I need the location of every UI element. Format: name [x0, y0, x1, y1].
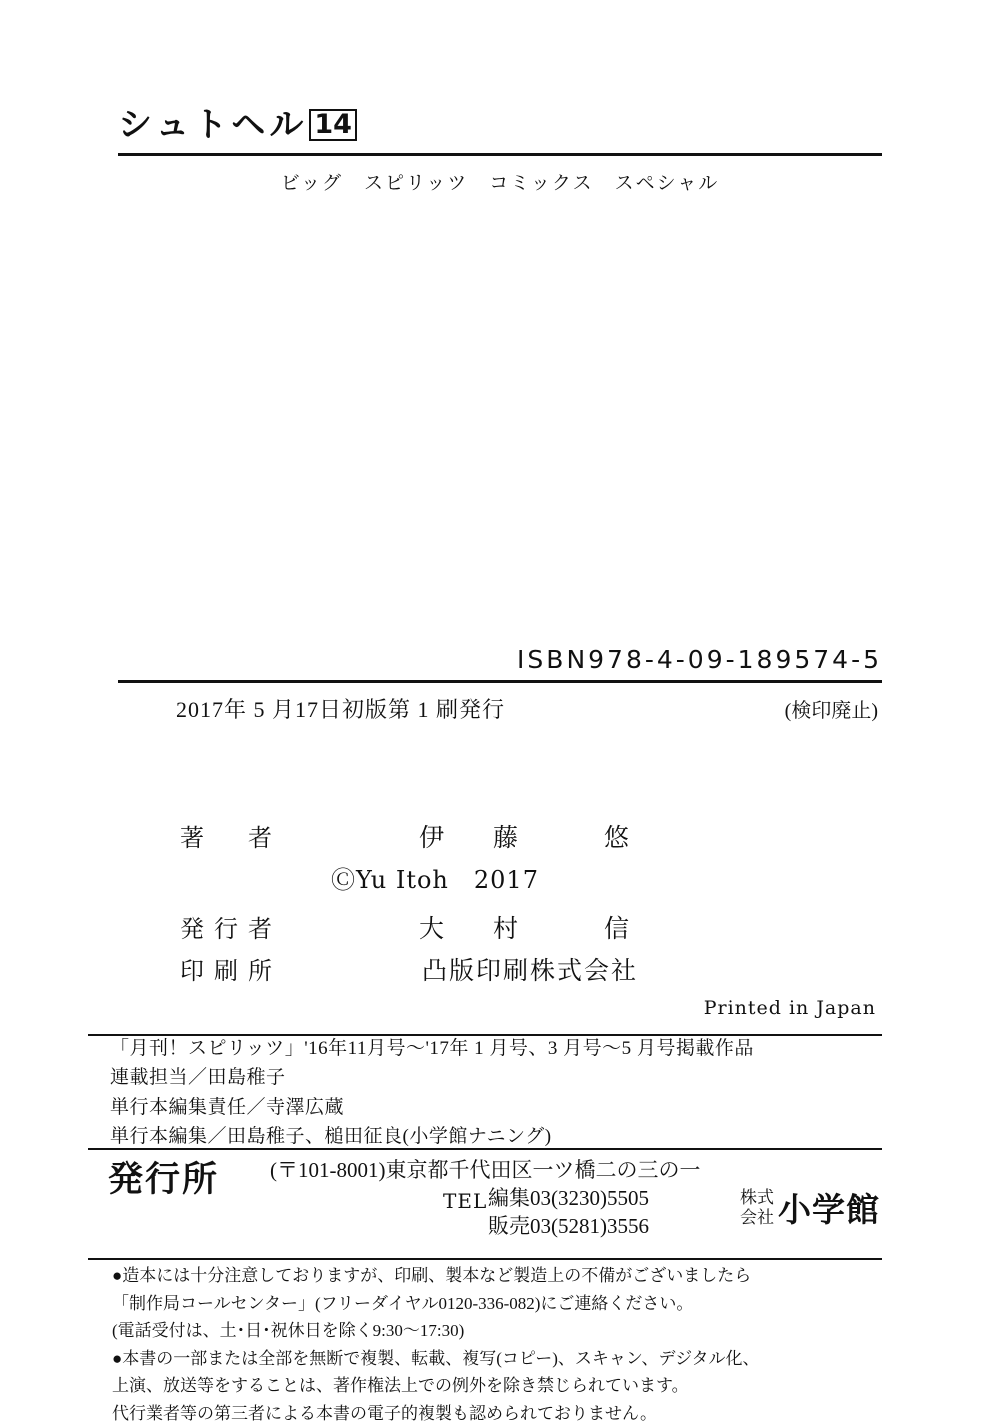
publisher-tel-label: TEL — [443, 1189, 488, 1213]
fine-print-line: ●本書の一部または全部を無断で複製、転載、複写(コピー)、スキャン、デジタル化、 — [112, 1348, 760, 1368]
credit-row — [118, 818, 882, 854]
note-line: 単行本編集責任／寺澤広蔵 — [110, 1096, 345, 1118]
credit-row — [118, 909, 882, 945]
publisher-tel-lines — [488, 1184, 649, 1241]
publisher-label: 発行所 — [108, 1160, 220, 1199]
isbn-text: ISBN978-4-09-189574-5 — [517, 645, 882, 674]
series-title: シュトヘル — [118, 105, 308, 145]
fine-print-line: 「制作局コールセンター」(フリーダイヤル0120-336-082)にご連絡ください。 — [112, 1293, 694, 1313]
credit-value-printer: 凸版印刷株式会社 — [421, 958, 638, 985]
publisher-company-prefix-line2: 会社 — [740, 1207, 774, 1227]
credit-value-author: 伊 藤 悠 — [418, 825, 641, 852]
publisher-block — [88, 1148, 888, 1238]
fine-print-line: 上演、放送等をすることは、著作権法上での例外を除き禁じられています。 — [112, 1376, 689, 1396]
serialization-notes — [110, 1034, 890, 1152]
note-line: 連載担当／田島稚子 — [110, 1067, 286, 1089]
publisher-tel-editorial: 編集03(3230)5505 — [488, 1186, 649, 1210]
credit-row — [118, 951, 882, 987]
fine-print-line: 代行業者等の第三者による本書の電子的複製も認められておりません。 — [112, 1403, 658, 1423]
publisher-company — [740, 1184, 880, 1231]
credit-label-author: 著 者 — [180, 826, 282, 852]
kenin-note: (検印廃止) — [784, 700, 878, 722]
fine-print-line: ●造本には十分注意しておりますが、印刷、製本など製造上の不備がございましたら — [112, 1266, 752, 1285]
publisher-company-name: 小学館 — [778, 1193, 880, 1229]
note-line: 「月刊！スピリッツ」'16年11月号〜'17年 1 月号、3 月号〜5 月号掲載作品 — [110, 1038, 754, 1059]
credits-block — [118, 818, 882, 1019]
copyright-line: ⒸYu Itoh 2017 — [331, 866, 539, 894]
publisher-address: (〒101-8001)東京都千代田区一ツ橋二の三の一 — [270, 1158, 701, 1182]
credit-value-publisher-person: 大 村 信 — [418, 916, 641, 943]
title-rule-thick — [118, 153, 882, 156]
credit-label-printer: 印刷所 — [180, 959, 282, 985]
series-title-line — [118, 105, 882, 146]
title-block — [118, 105, 882, 195]
volume-number-box: 14 — [309, 109, 357, 141]
isbn-rule — [118, 680, 882, 683]
printed-in-japan: Printed in Japan — [703, 997, 876, 1019]
publisher-tel-sales: 販売03(5281)3556 — [488, 1214, 649, 1239]
publisher-company-prefix — [740, 1188, 774, 1227]
note-line: 単行本編集／田島稚子、槌田征良(小学館ナニング) — [110, 1126, 552, 1148]
isbn-block — [118, 645, 882, 724]
publication-date-row — [118, 693, 882, 724]
fine-print-line: (電話受付は、土･日･祝休日を除く9:30〜17:30) — [112, 1321, 465, 1341]
fine-print-block — [112, 1262, 902, 1427]
fine-print-rule — [88, 1258, 882, 1260]
publication-date: 2017年 5 月17日初版第 1 刷発行 — [176, 697, 506, 722]
imprint-line: ビッグ スピリッツ コミックス スペシャル — [280, 171, 720, 194]
publisher-company-prefix-line1: 株式 — [740, 1187, 774, 1207]
credit-label-publisher-person: 発行者 — [180, 917, 282, 943]
